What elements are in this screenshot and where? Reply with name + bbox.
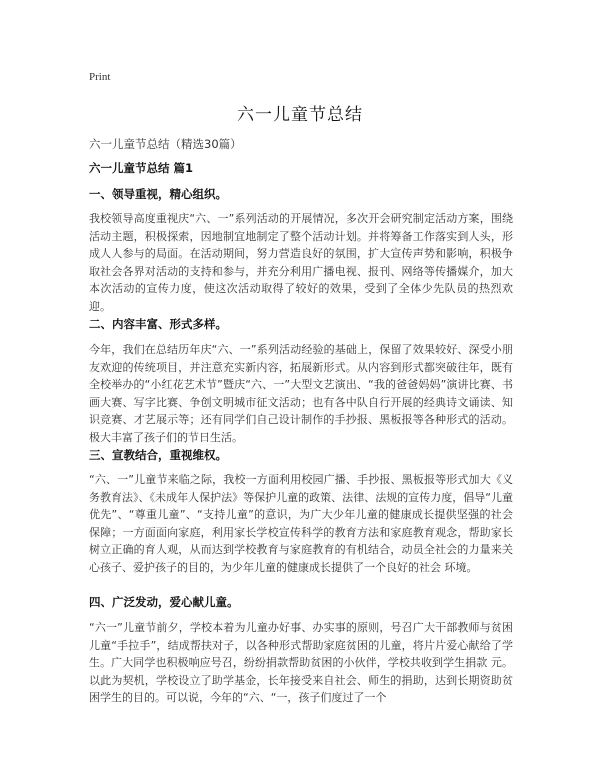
article-title: 六一儿童节总结 篇1 bbox=[89, 161, 194, 175]
document-title: 六一儿童节总结 bbox=[237, 105, 363, 125]
section-heading-2: 二、内容丰富、形式多样。 bbox=[89, 317, 227, 331]
section-heading-3: 三、宣教结合，重视维权。 bbox=[89, 448, 227, 462]
section-body-3: “六、一”儿童节来临之际，我校一方面利用校园广播、手抄报、黑板报等形式加大《义务教育法》、《未成年人保护法》等保护儿童的政策、法律、法规的宣传力度，倡导“儿童优先”、“尊重儿童”、“支持儿童”的意识，为广大少年儿童的健康成长提供坚强的社会保障；一方面面向家庭，利用家长学校宣传科学的教育方法和家庭教育观念，帮助家长树立正确的育人观，从而达到学校教育与家庭教育的有机结合，动员全社会的力量来关心孩子、爱护孩子的目的，为少年儿童的健康成长提供了一个良好的社会 环境。 bbox=[89, 473, 513, 574]
document-subtitle: 六一儿童节总结（精选30篇） bbox=[89, 137, 242, 151]
section-heading-4: 四、广泛发动，爱心献儿童。 bbox=[89, 595, 239, 609]
section-body-1: 我校领导高度重视庆“六、一”系列活动的开展情况，多次开会研究制定活动方案，围绕活动主题，积极探索，因地制宜地制定了整个活动计划。并将筹备工作落实到人头，形成人人参与的局面。在活动期间，努力营造良好的氛围，扩大宣传声势和影响，积极争取社会各界对活动的支持和参与，并充分利用广播电视、报刊、网络等传播媒介，加大本次活动的宣传力度，使这次活动取得了较好的效果，受到了全体少先队员的热烈欢迎。 bbox=[89, 212, 513, 313]
section-body-4: “六一”儿童节前夕，学校本着为儿童办好事、办实事的原则，号召广大干部教师与贫困儿童“手拉手”，结成帮扶对子，以各种形式帮助家庭贫困的儿童，将片片爱心献给了学生。广大同学也积极响应号召，纷纷捐款帮助贫困的小伙伴，学校共收到学生捐款 元。以此为契机，学校设立了助学基金，长年接受来自社会、师生的捐助，达到长期资助贫困学生的目的。可以说，今年的“六、“一，孩子们度过了一个 bbox=[89, 621, 513, 704]
section-heading-1: 一、领导重视，精心组织。 bbox=[89, 187, 227, 201]
print-label[interactable]: Print bbox=[89, 71, 111, 83]
section-body-2: 今年，我们在总结历年庆“六、一”系列活动经验的基础上，保留了效果较好、深受小朋友欢迎的传统项目，并注意充实新内容，拓展新形式。从内容到形式都突破往年，既有全校举办的“小红花艺术节”暨庆“六、一”大型文艺演出、“我的爸爸妈妈”演讲比赛、书画大赛、写字比赛、争创文明城市征文活动；也有各中队自行开展的经典诗文诵读、知识竞赛、才艺展示等；还有同学们自己设计制作的手抄报、黑板报等各种形式的活动。极大丰富了孩子们的节日生活。 bbox=[89, 343, 513, 444]
